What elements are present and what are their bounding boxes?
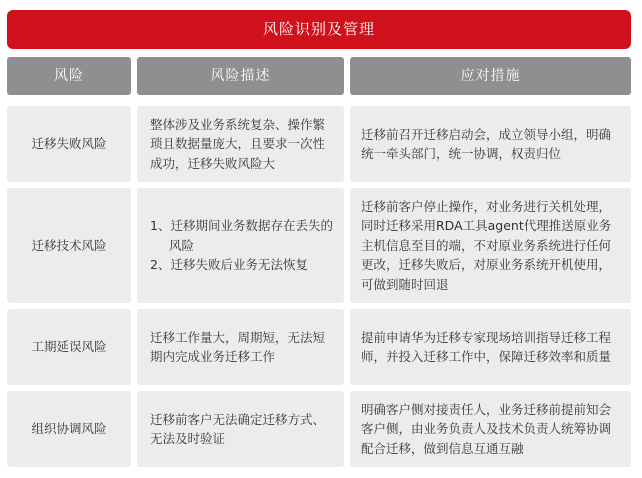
risk-description-cell: [137, 188, 344, 303]
risk-description-cell: 整体涉及业务系统复杂、操作繁琐且数据量庞大，且要求一次性成功，迁移失败风险大: [137, 106, 344, 182]
header-risk: 风险: [7, 57, 131, 95]
risk-description-cell: 迁移前客户无法确定迁移方式、无法及时验证: [137, 391, 344, 467]
risk-description-item: 2、迁移失败后业务无法恢复: [150, 257, 308, 273]
risk-description-item: 1、迁移期间业务数据存在丢失的风险: [150, 218, 333, 253]
risk-measures-cell: 明确客户侧对接责任人，业务迁移前提前知会客户侧，由业务负责人及技术负责人统筹协调配合迁移，做到信息互通互融: [350, 391, 631, 467]
risk-name-cell: 组织协调风险: [7, 391, 131, 467]
table-title: 风险识别及管理: [7, 10, 631, 49]
header-description: 风险描述: [137, 57, 344, 95]
risk-measures-cell: 迁移前召开迁移启动会，成立领导小组，明确统一牵头部门，统一协调，权责归位: [350, 106, 631, 182]
risk-name-cell: 迁移技术风险: [7, 188, 131, 303]
risk-name-cell: 工期延误风险: [7, 309, 131, 385]
risk-description-cell: 迁移工作量大，周期短，无法短期内完成业务迁移工作: [137, 309, 344, 385]
risk-name-cell: 迁移失败风险: [7, 106, 131, 182]
risk-measures-cell: 迁移前客户停止操作，对业务进行关机处理，同时迁移采用RDA工具agent代理推送原业务主机信息至目的端，不对原业务系统进行任何更改，迁移失败后，对原业务系统开机使用，可做到随时回退: [350, 188, 631, 303]
risk-description-list: [150, 216, 336, 275]
risk-measures-cell: 提前申请华为迁移专家现场培训指导迁移工程师，并投入迁移工作中，保障迁移效率和质量: [350, 309, 631, 385]
header-measures: 应对措施: [350, 57, 631, 95]
